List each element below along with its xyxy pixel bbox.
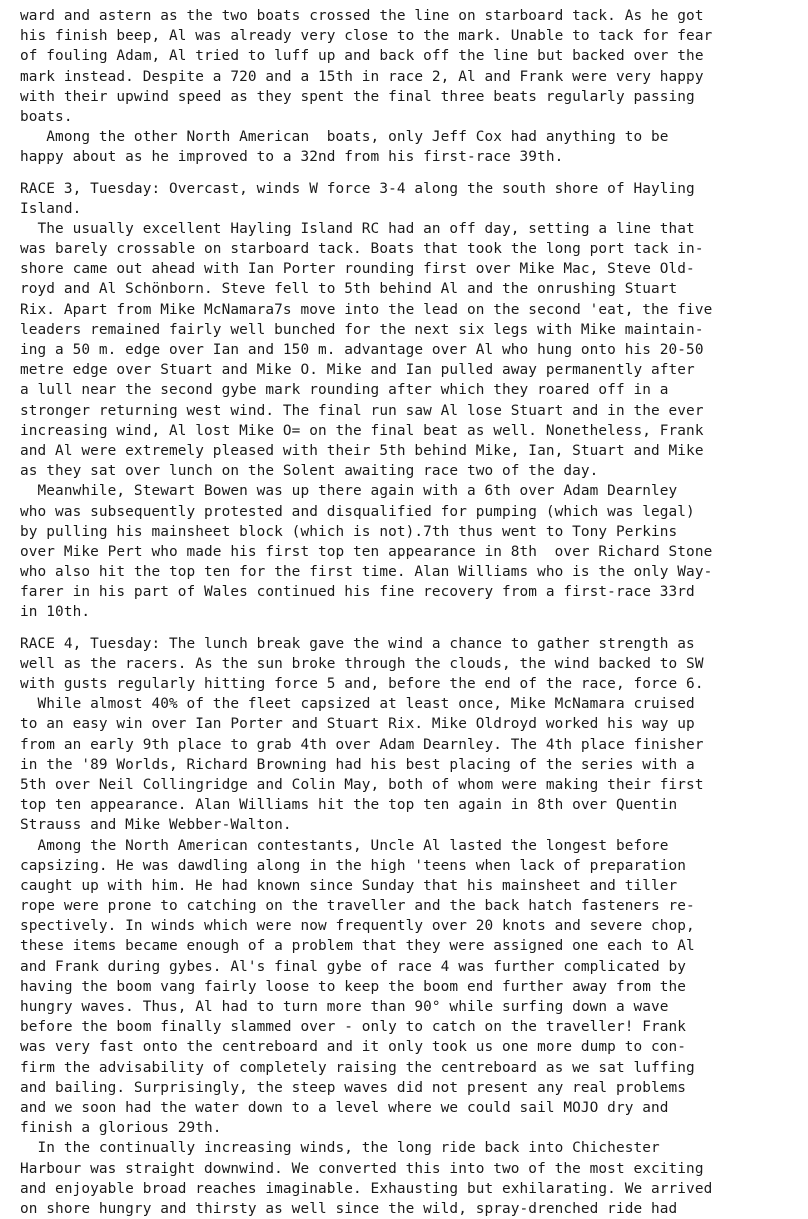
paragraph-gap xyxy=(20,168,798,179)
text-line: these items became enough of a problem that they were assigned one each to Al xyxy=(20,938,695,955)
text-line: RACE 3, Tuesday: Overcast, winds W force 3-4 along the south shore of Hayling xyxy=(20,180,695,197)
text-line: was very fast onto the centreboard and it only took us one more dump to con- xyxy=(20,1039,687,1056)
text-line: farer in his part of Wales continued his fine recovery from a first-race 33rd xyxy=(20,584,695,601)
text-line: in 10th. xyxy=(20,604,91,621)
text-line: and Frank during gybes. Al's final gybe of race 4 was further complicated by xyxy=(20,958,687,975)
text-line: 5th over Neil Collingridge and Colin May, both of whom were making their first xyxy=(20,776,704,793)
text-line: metre edge over Stuart and Mike O. Mike and Ian pulled away permanently after xyxy=(20,362,695,379)
text-line: was barely crossable on starboard tack. Boats that took the long port tack in- xyxy=(20,241,704,258)
text-line: ward and astern as the two boats crossed the line on starboard tack. As he got xyxy=(20,8,704,24)
paragraph-gap xyxy=(20,623,798,634)
text-line: In the continually increasing winds, the long ride back into Chichester xyxy=(20,1140,660,1157)
text-line: shore came out ahead with Ian Porter rounding first over Mike Mac, Steve Old- xyxy=(20,261,695,278)
text-line: hungry waves. Thus, Al had to turn more than 90° while surfing down a wave xyxy=(20,999,669,1015)
text-line: stronger returning west wind. The final run saw Al lose Stuart and in the ever xyxy=(20,402,704,419)
text-line: Among the other North American boats, only Jeff Cox had anything to be xyxy=(20,129,669,146)
text-line: by pulling his mainsheet block (which is not).7th thus went to Tony Perkins xyxy=(20,523,678,540)
text-line: rope were prone to catching on the traveller and the back hatch fasteners re- xyxy=(20,898,695,915)
text-line: to an easy win over Ian Porter and Stuart Rix. Mike Oldroyd worked his way up xyxy=(20,716,695,733)
text-line: and Al were extremely pleased with their 5th behind Mike, Ian, Stuart and Mike xyxy=(20,442,704,459)
text-line: Rix. Apart from Mike McNamara7s move into the lead on the second 'eat, the five xyxy=(20,301,713,318)
text-line: The usually excellent Hayling Island RC had an off day, setting a line that xyxy=(20,220,695,237)
text-line: boats. xyxy=(20,108,73,125)
text-line: over Mike Pert who made his first top ten appearance in 8th over Richard Stone xyxy=(20,543,713,560)
text-line: royd and Al Schönborn. Steve fell to 5th behind Al and the onrushing Stuart xyxy=(20,281,678,298)
text-line: and enjoyable broad reaches imaginable. Exhausting but exhilarating. We arrived xyxy=(20,1180,713,1197)
text-line: who was subsequently protested and disqualified for pumping (which was legal) xyxy=(20,503,695,520)
paragraph-race-3 xyxy=(20,179,798,623)
text-line: Strauss and Mike Webber-Walton. xyxy=(20,817,292,834)
text-line: before the boom finally slammed over - only to catch on the traveller! Frank xyxy=(20,1019,687,1036)
text-line: in the '89 Worlds, Richard Browning had his best placing of the series with a xyxy=(20,756,695,773)
text-line: his finish beep, Al was already very close to the mark. Unable to tack for fear xyxy=(20,28,713,45)
text-line: a lull near the second gybe mark rounding after which they roared off in a xyxy=(20,382,669,399)
text-line: ing a 50 m. edge over Ian and 150 m. advantage over Al who hung onto his 20-50 xyxy=(20,342,704,358)
text-line: happy about as he improved to a 32nd from his first-race 39th. xyxy=(20,149,564,166)
text-line: having the boom vang fairly loose to keep the boom end further away from the xyxy=(20,978,687,995)
text-line: While almost 40% of the fleet capsized at least once, Mike McNamara cruised xyxy=(20,696,695,713)
text-line: capsizing. He was dawdling along in the high 'teens when lack of preparation xyxy=(20,857,687,874)
text-line: caught up with him. He had known since Sunday that his mainsheet and tiller xyxy=(20,877,678,894)
text-line: top ten appearance. Alan Williams hit the top ten again in 8th over Quentin xyxy=(20,797,678,814)
text-line: mark instead. Despite a 720 and a 15th in race 2, Al and Frank were very happy xyxy=(20,68,704,85)
text-line: spectively. In winds which were now frequently over 20 knots and severe chop, xyxy=(20,918,695,935)
text-line: from an early 9th place to grab 4th over Adam Dearnley. The 4th place finisher xyxy=(20,736,704,753)
paragraph-race-2-conclusion xyxy=(20,6,798,168)
text-line: with their upwind speed as they spent the final three beats regularly passing xyxy=(20,88,695,105)
text-line: increasing wind, Al lost Mike O= on the final beat as well. Nonetheless, Frank xyxy=(20,422,704,439)
text-line: Island. xyxy=(20,200,82,217)
text-line: as they sat over lunch on the Solent awaiting race two of the day. xyxy=(20,463,599,480)
text-line: RACE 4, Tuesday: The lunch break gave the wind a chance to gather strength as xyxy=(20,635,695,652)
text-line: leaders remained fairly well bunched for the next six legs with Mike maintain- xyxy=(20,321,704,338)
text-line: Among the North American contestants, Uncle Al lasted the longest before xyxy=(20,837,669,854)
text-line: who also hit the top ten for the first time. Alan Williams who is the only Way- xyxy=(20,564,713,581)
text-line: and bailing. Surprisingly, the steep waves did not present any real problems xyxy=(20,1079,687,1096)
text-line: on shore hungry and thirsty as well since the wild, spray-drenched ride had xyxy=(20,1200,678,1217)
text-line: of fouling Adam, Al tried to luff up and back off the line but backed over the xyxy=(20,48,704,65)
text-line: firm the advisability of completely raising the centreboard as we sat luffing xyxy=(20,1059,695,1076)
text-line: Harbour was straight downwind. We converted this into two of the most exciting xyxy=(20,1160,704,1177)
text-line: and we soon had the water down to a level where we could sail MOJO dry and xyxy=(20,1099,669,1116)
paragraph-race-4 xyxy=(20,634,798,1219)
text-line: well as the racers. As the sun broke through the clouds, the wind backed to SW xyxy=(20,655,704,672)
text-line: Meanwhile, Stewart Bowen was up there again with a 6th over Adam Dearnley xyxy=(20,483,678,500)
text-line: finish a glorious 29th. xyxy=(20,1120,222,1137)
text-line: with gusts regularly hitting force 5 and, before the end of the race, force 6. xyxy=(20,676,704,692)
